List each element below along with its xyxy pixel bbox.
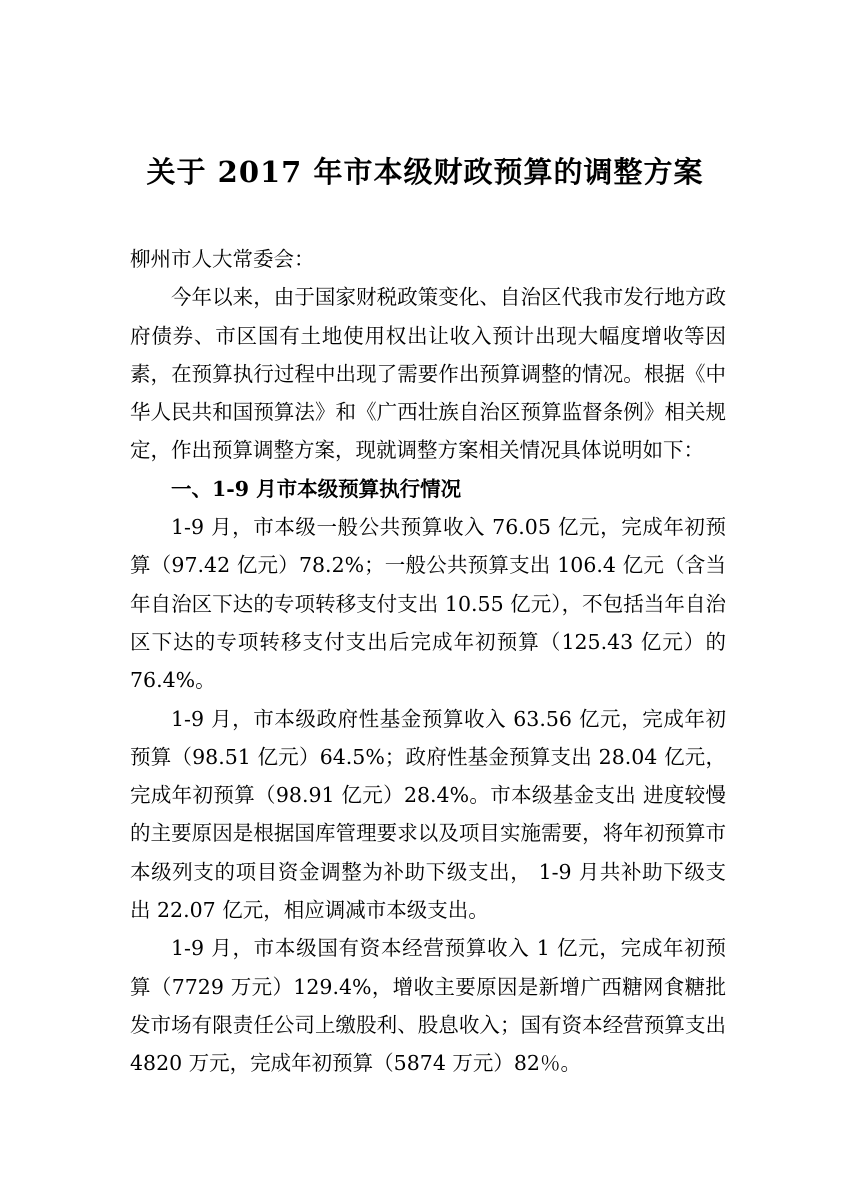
general-budget-paragraph: 1-9 月，市本级一般公共预算收入 76.05 亿元，完成年初预算（97.42 亿元）78.2%；一般公共预算支出 106.4 亿元（含当年自治区下达的专项转移支付支出 10.55 亿元），不包括当年自治区下达的专项转移支付支出后完成年初预算（125.43 亿元）的 76.4%。	[130, 515, 726, 693]
document-body	[130, 240, 726, 1083]
salutation: 柳州市人大常委会：	[130, 247, 315, 271]
intro-paragraph: 今年以来，由于国家财税政策变化、自治区代我市发行地方政府债券、市区国有土地使用权出让收入预计出现大幅度增收等因素，在预算执行过程中出现了需要作出预算调整的情况。根据《中华人民共和国预算法》和《广西壮族自治区预算监督条例》相关规定，作出预算调整方案，现就调整方案相关情况具体说明如下：	[130, 285, 726, 463]
document-title: 关于 2017 年市本级财政预算的调整方案	[146, 155, 704, 189]
fund-budget-paragraph: 1-9 月，市本级政府性基金预算收入 63.56 亿元，完成年初预算（98.51 亿元）64.5%；政府性基金预算支出 28.04 亿元，完成年初预算（98.91 亿元）28.4%。市本级基金支出 进度较慢的主要原因是根据国库管理要求以及项目实施需要，将年初预算市本级列支的项目资金调整为补助下级支出， 1-9 月共补助下级支出 22.07 亿元，相应调减市本级支出。	[130, 706, 726, 923]
state-capital-budget-paragraph: 1-9 月，市本级国有资本经营预算收入 1 亿元，完成年初预算（7729 万元）129.4%，增收主要原因是新增广西糖网食糖批发市场有限责任公司上缴股利、股息收入；国有资本经营预算支出 4820 万元，完成年初预算（5874 万元）82％。	[130, 936, 726, 1076]
section-heading-1: 一、1-9 月市本级预算执行情况	[171, 476, 462, 501]
